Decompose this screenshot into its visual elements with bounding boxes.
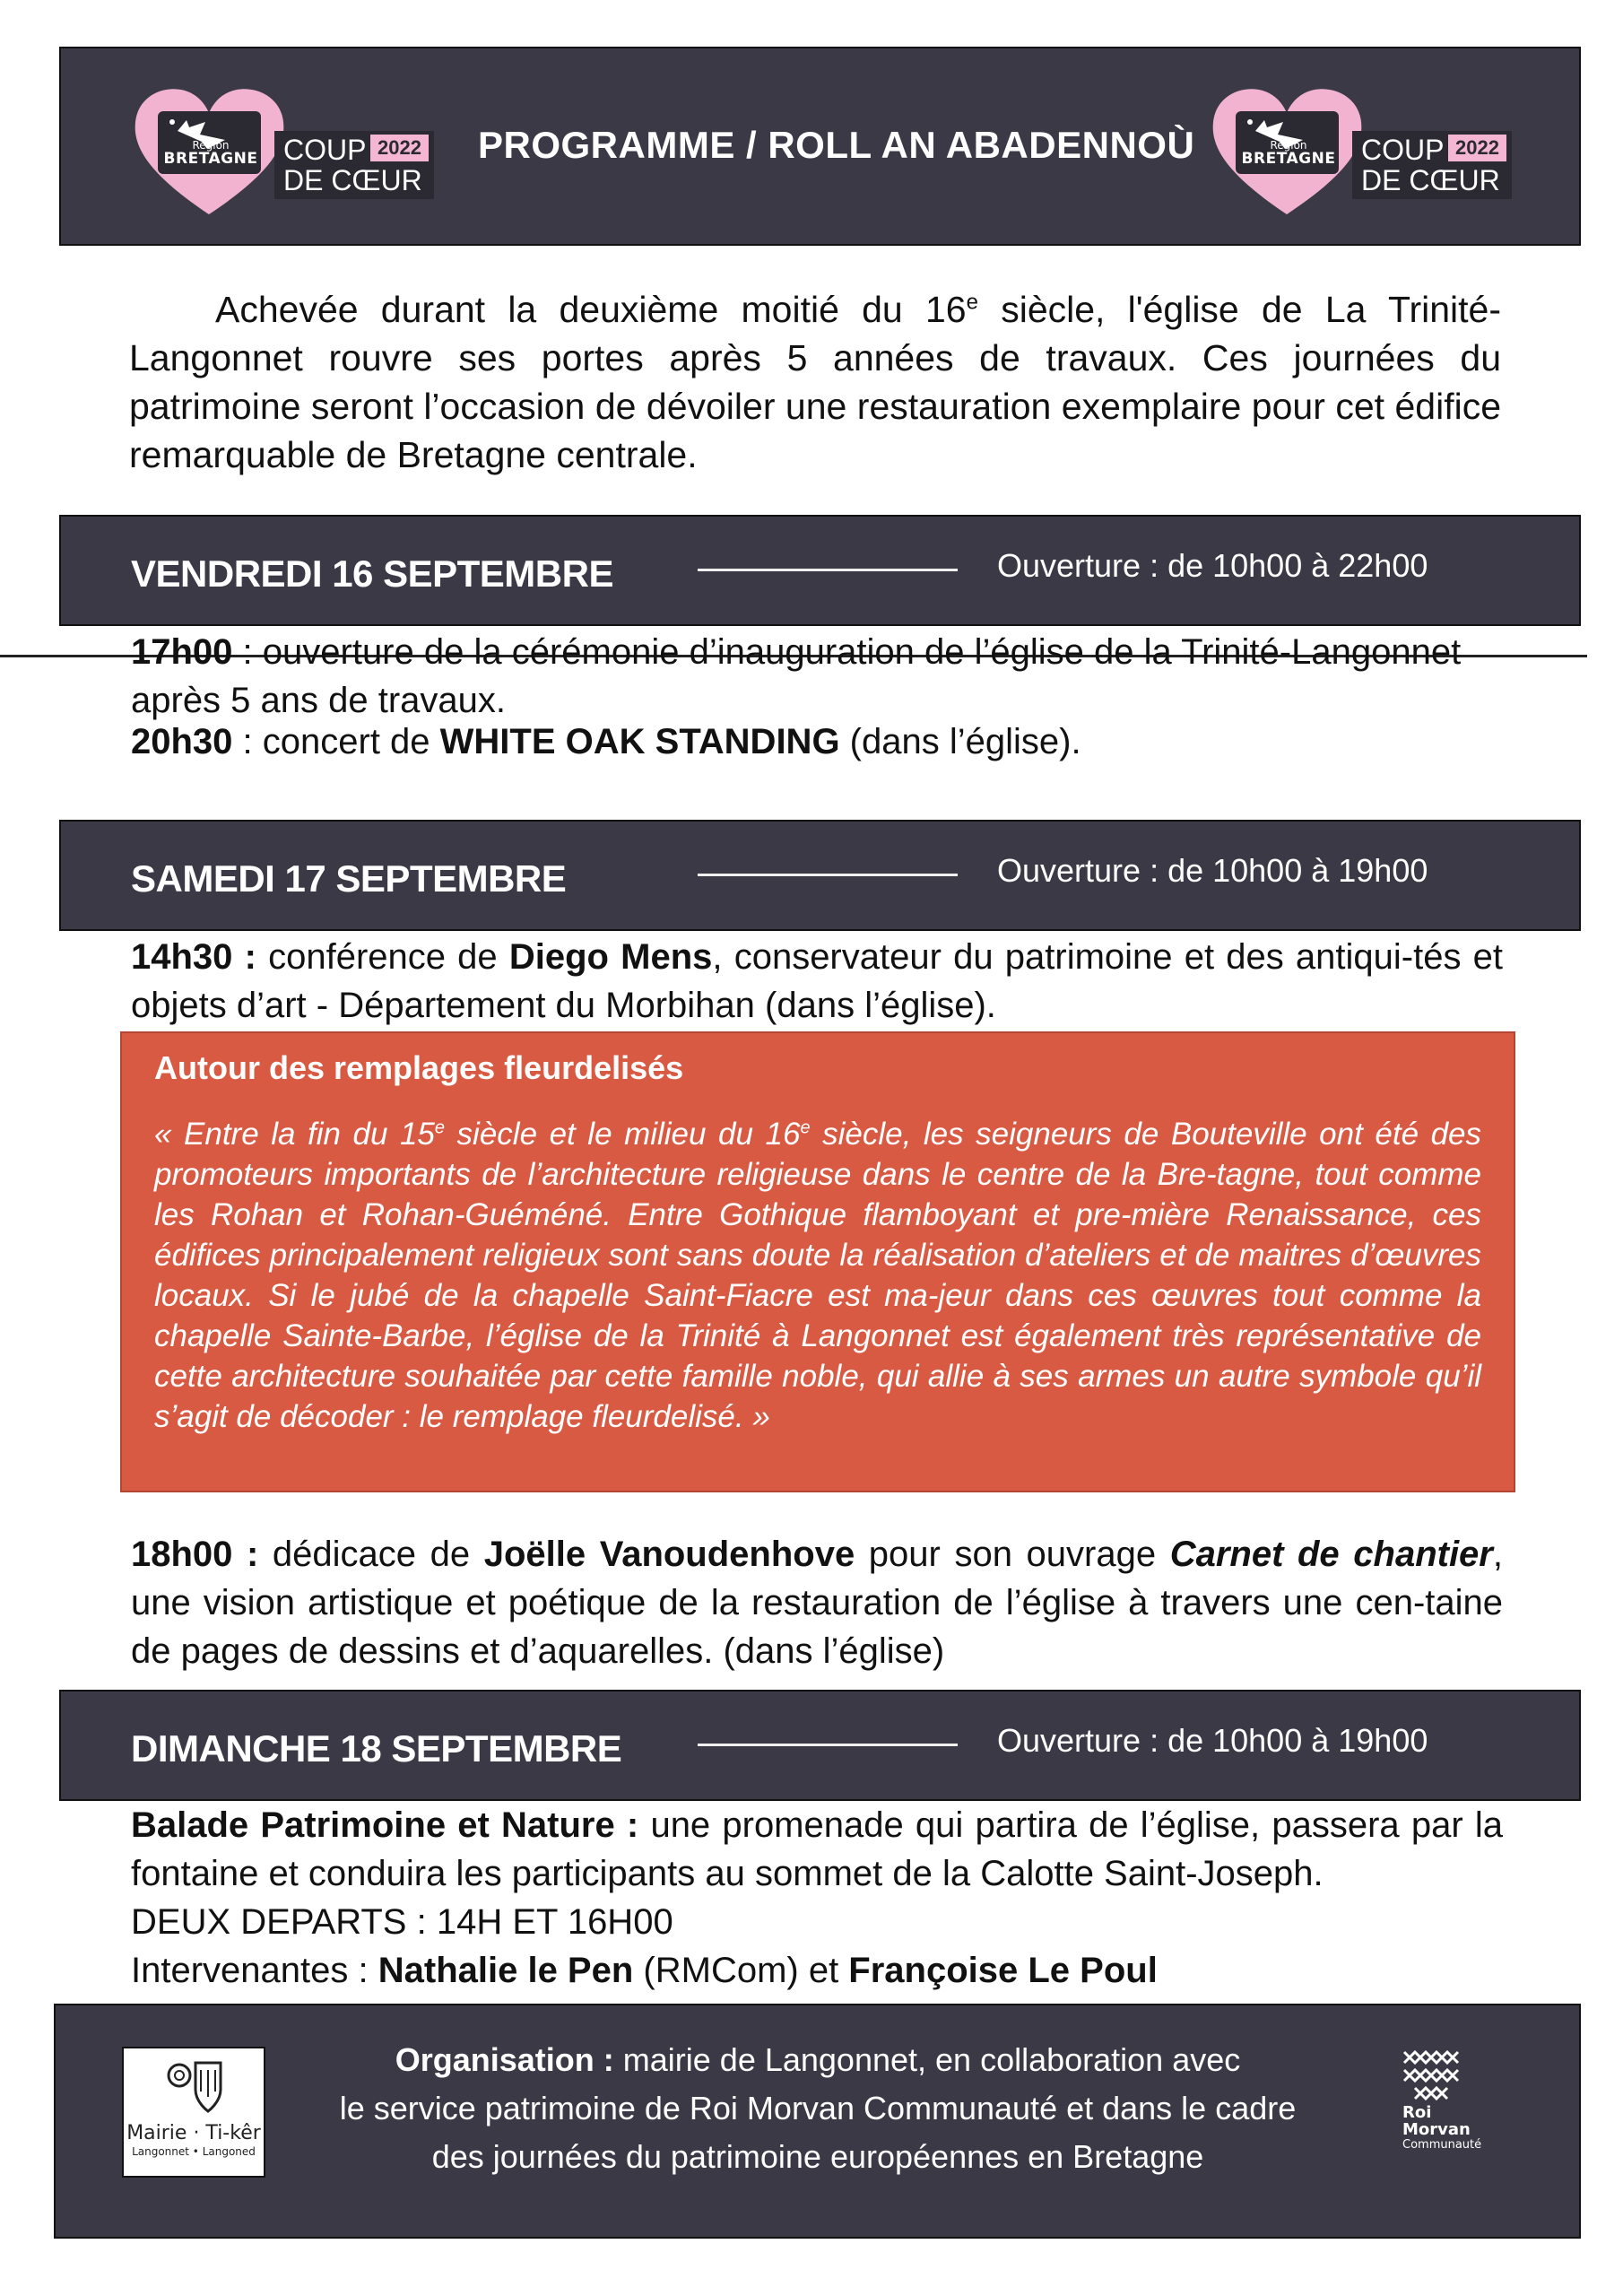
- event-text: (dans l’église).: [839, 722, 1081, 761]
- region-name: BRETAGNE: [1241, 150, 1336, 168]
- day-header-vendredi: [59, 515, 1581, 626]
- event-time: 18h00 :: [131, 1535, 259, 1574]
- quote-text: [154, 1114, 1481, 1437]
- balade-title: Balade Patrimoine et Nature :: [131, 1805, 639, 1845]
- event-text: ouverture de la cérémonie d’inauguration de l’église de la Trinité-Langonnet après 5 ans de travaux.: [131, 632, 1462, 720]
- event-time: 14h30 :: [131, 937, 256, 977]
- region-small-label: Région: [192, 139, 230, 152]
- quote-part: siècle et le milieu du 16: [445, 1117, 801, 1152]
- event-text: , conservateur du patrimoine et des antiqui-tés et objets d’art - Département du Morbihan (dans l’église).: [131, 937, 1503, 1025]
- page-title: PROGRAMME / ROLL AN ABADENNOÙ: [478, 124, 1195, 166]
- event-sep: dédicace de: [258, 1535, 484, 1574]
- rmc-line-2: Morvan: [1402, 2120, 1471, 2139]
- event-item-14h30: [131, 933, 1503, 1030]
- event-sep: :: [232, 632, 263, 672]
- event-item-18h00: [131, 1530, 1503, 1675]
- opening-hours: Ouverture : de 10h00 à 19h00: [997, 1722, 1428, 1759]
- event-item-17h00: [131, 628, 1467, 725]
- divider: [698, 874, 958, 876]
- intervenante-2: Françoise Le Poul: [848, 1951, 1158, 1990]
- departs-line: DEUX DEPARTS : 14H ET 16H00: [131, 1902, 673, 1942]
- event-author: Joëlle Vanoudenhove: [483, 1535, 855, 1574]
- event-text: , une vision artistique et poétique de la restauration de l’église à travers une cen-taine de pages de dessins et d’aquarelles. (dans l’église): [131, 1535, 1503, 1671]
- day-header-dimanche: [59, 1690, 1581, 1801]
- region-bretagne-logo: [1239, 140, 1338, 167]
- organisation-line-1: mairie de Langonnet, en collaboration avec: [613, 2041, 1241, 2078]
- book-title: Carnet de chantier: [1169, 1535, 1493, 1574]
- event-item-20h30: [131, 718, 1467, 766]
- divider: [698, 1744, 958, 1746]
- header-band: [59, 47, 1581, 246]
- divider: [698, 569, 958, 571]
- roi-morvan-emblem-icon: [1402, 2050, 1460, 2100]
- intro-paragraph: [129, 285, 1501, 479]
- event-time: 17h00: [131, 632, 233, 672]
- mairie-name: Mairie · Ti-kêr: [126, 2122, 261, 2144]
- roi-morvan-logo: [1402, 2050, 1510, 2194]
- event-text: pour son ouvrage: [855, 1535, 1170, 1574]
- coup-de-coeur-badge-left: [131, 84, 427, 219]
- quote-box: [120, 1031, 1515, 1492]
- coup-de-coeur-label: [274, 131, 434, 199]
- mairie-emblem-icon: [158, 2056, 230, 2118]
- intervenante-1: Nathalie le Pen: [378, 1951, 634, 1990]
- rmc-line-1: Roi: [1402, 2103, 1432, 2122]
- mairie-logo: [122, 2047, 265, 2178]
- day-title: SAMEDI 17 SEPTEMBRE: [131, 857, 567, 900]
- day-title: VENDREDI 16 SEPTEMBRE: [131, 552, 613, 595]
- year-badge: 2022: [370, 135, 429, 161]
- footer-band: [54, 2004, 1581, 2239]
- region-name: BRETAGNE: [163, 150, 258, 168]
- opening-hours: Ouverture : de 10h00 à 22h00: [997, 547, 1428, 584]
- organisation-text: [289, 2036, 1347, 2181]
- mairie-sub: Langonnet • Langoned: [132, 2145, 256, 2158]
- coup-line-2: DE CŒUR: [283, 164, 422, 196]
- rmc-line-3: Communauté: [1402, 2138, 1482, 2152]
- coup-line-1: COUP: [283, 134, 367, 166]
- intervenantes-label: Intervenantes :: [131, 1951, 378, 1990]
- intro-sup: e: [966, 290, 978, 315]
- region-small-label: Région: [1270, 139, 1307, 152]
- intervenante-1-org: (RMCom) et: [633, 1951, 849, 1990]
- quote-sup: e: [434, 1118, 446, 1138]
- event-sep: : concert de: [232, 722, 440, 761]
- event-time: 20h30: [131, 722, 233, 761]
- quote-title: Autour des remplages fleurdelisés: [154, 1049, 684, 1086]
- day-header-samedi: [59, 820, 1581, 931]
- event-balade: [131, 1801, 1503, 1898]
- quote-sup: e: [800, 1118, 811, 1138]
- event-performer: WHITE OAK STANDING: [439, 722, 840, 761]
- intervenantes-line: [131, 1946, 1503, 1995]
- balade-text: une promenade qui partira de l’église, passera par la fontaine et conduira les participants au sommet de la Calotte Saint-Joseph.: [131, 1805, 1503, 1893]
- region-bretagne-logo: [161, 140, 260, 167]
- quote-part: siècle, les seigneurs de Bouteville ont été des promoteurs importants de l’architecture religieuse dans le centre de la Bre-tagne, tout comme les Rohan et Rohan-Guéméné. Entre Gothique flamboyant et pre-mière Renaissance, ces édifices principalement religieux sont sans doute la réalisation d’ateliers et de maitres d’œuvres locaux. Si le jubé de la chapelle Saint-Fiacre est ma-jeur dans ces œuvres tout comme la chapelle Sainte-Barbe, l’église de la Trinité à Langonnet est également très représentative de cette architecture souhaitée par cette famille noble, qui allie à ses armes un autre symbole qu’il s’agit de décoder : le remplage fleurdelisé. »: [154, 1117, 1481, 1434]
- coup-line-2: DE CŒUR: [1361, 164, 1500, 196]
- day-title: DIMANCHE 18 SEPTEMBRE: [131, 1727, 622, 1770]
- coup-line-1: COUP: [1361, 134, 1445, 166]
- organisation-label: Organisation :: [395, 2041, 614, 2078]
- coup-de-coeur-badge-right: [1209, 84, 1505, 219]
- event-sep: conférence de: [256, 937, 509, 977]
- year-badge: 2022: [1448, 135, 1506, 161]
- intro-text-1: Achevée durant la deuxième moitié du 16: [215, 289, 967, 330]
- opening-hours: Ouverture : de 10h00 à 19h00: [997, 852, 1428, 889]
- organisation-line-3: des journées du patrimoine européennes en Bretagne: [431, 2138, 1204, 2175]
- intro-text-2: siècle, l'église de La Trinité-Langonnet rouvre ses portes après 5 années de travaux. Ces journées du patrimoine seront l’occasion de dévoiler une restauration exemplaire pour cet édifice remarquable de Bretagne centrale.: [129, 289, 1501, 475]
- event-speaker: Diego Mens: [508, 937, 713, 977]
- organisation-line-2: le service patrimoine de Roi Morvan Communauté et dans le cadre: [339, 2090, 1297, 2126]
- quote-part: « Entre la fin du 15: [154, 1117, 435, 1152]
- coup-de-coeur-label: [1352, 131, 1512, 199]
